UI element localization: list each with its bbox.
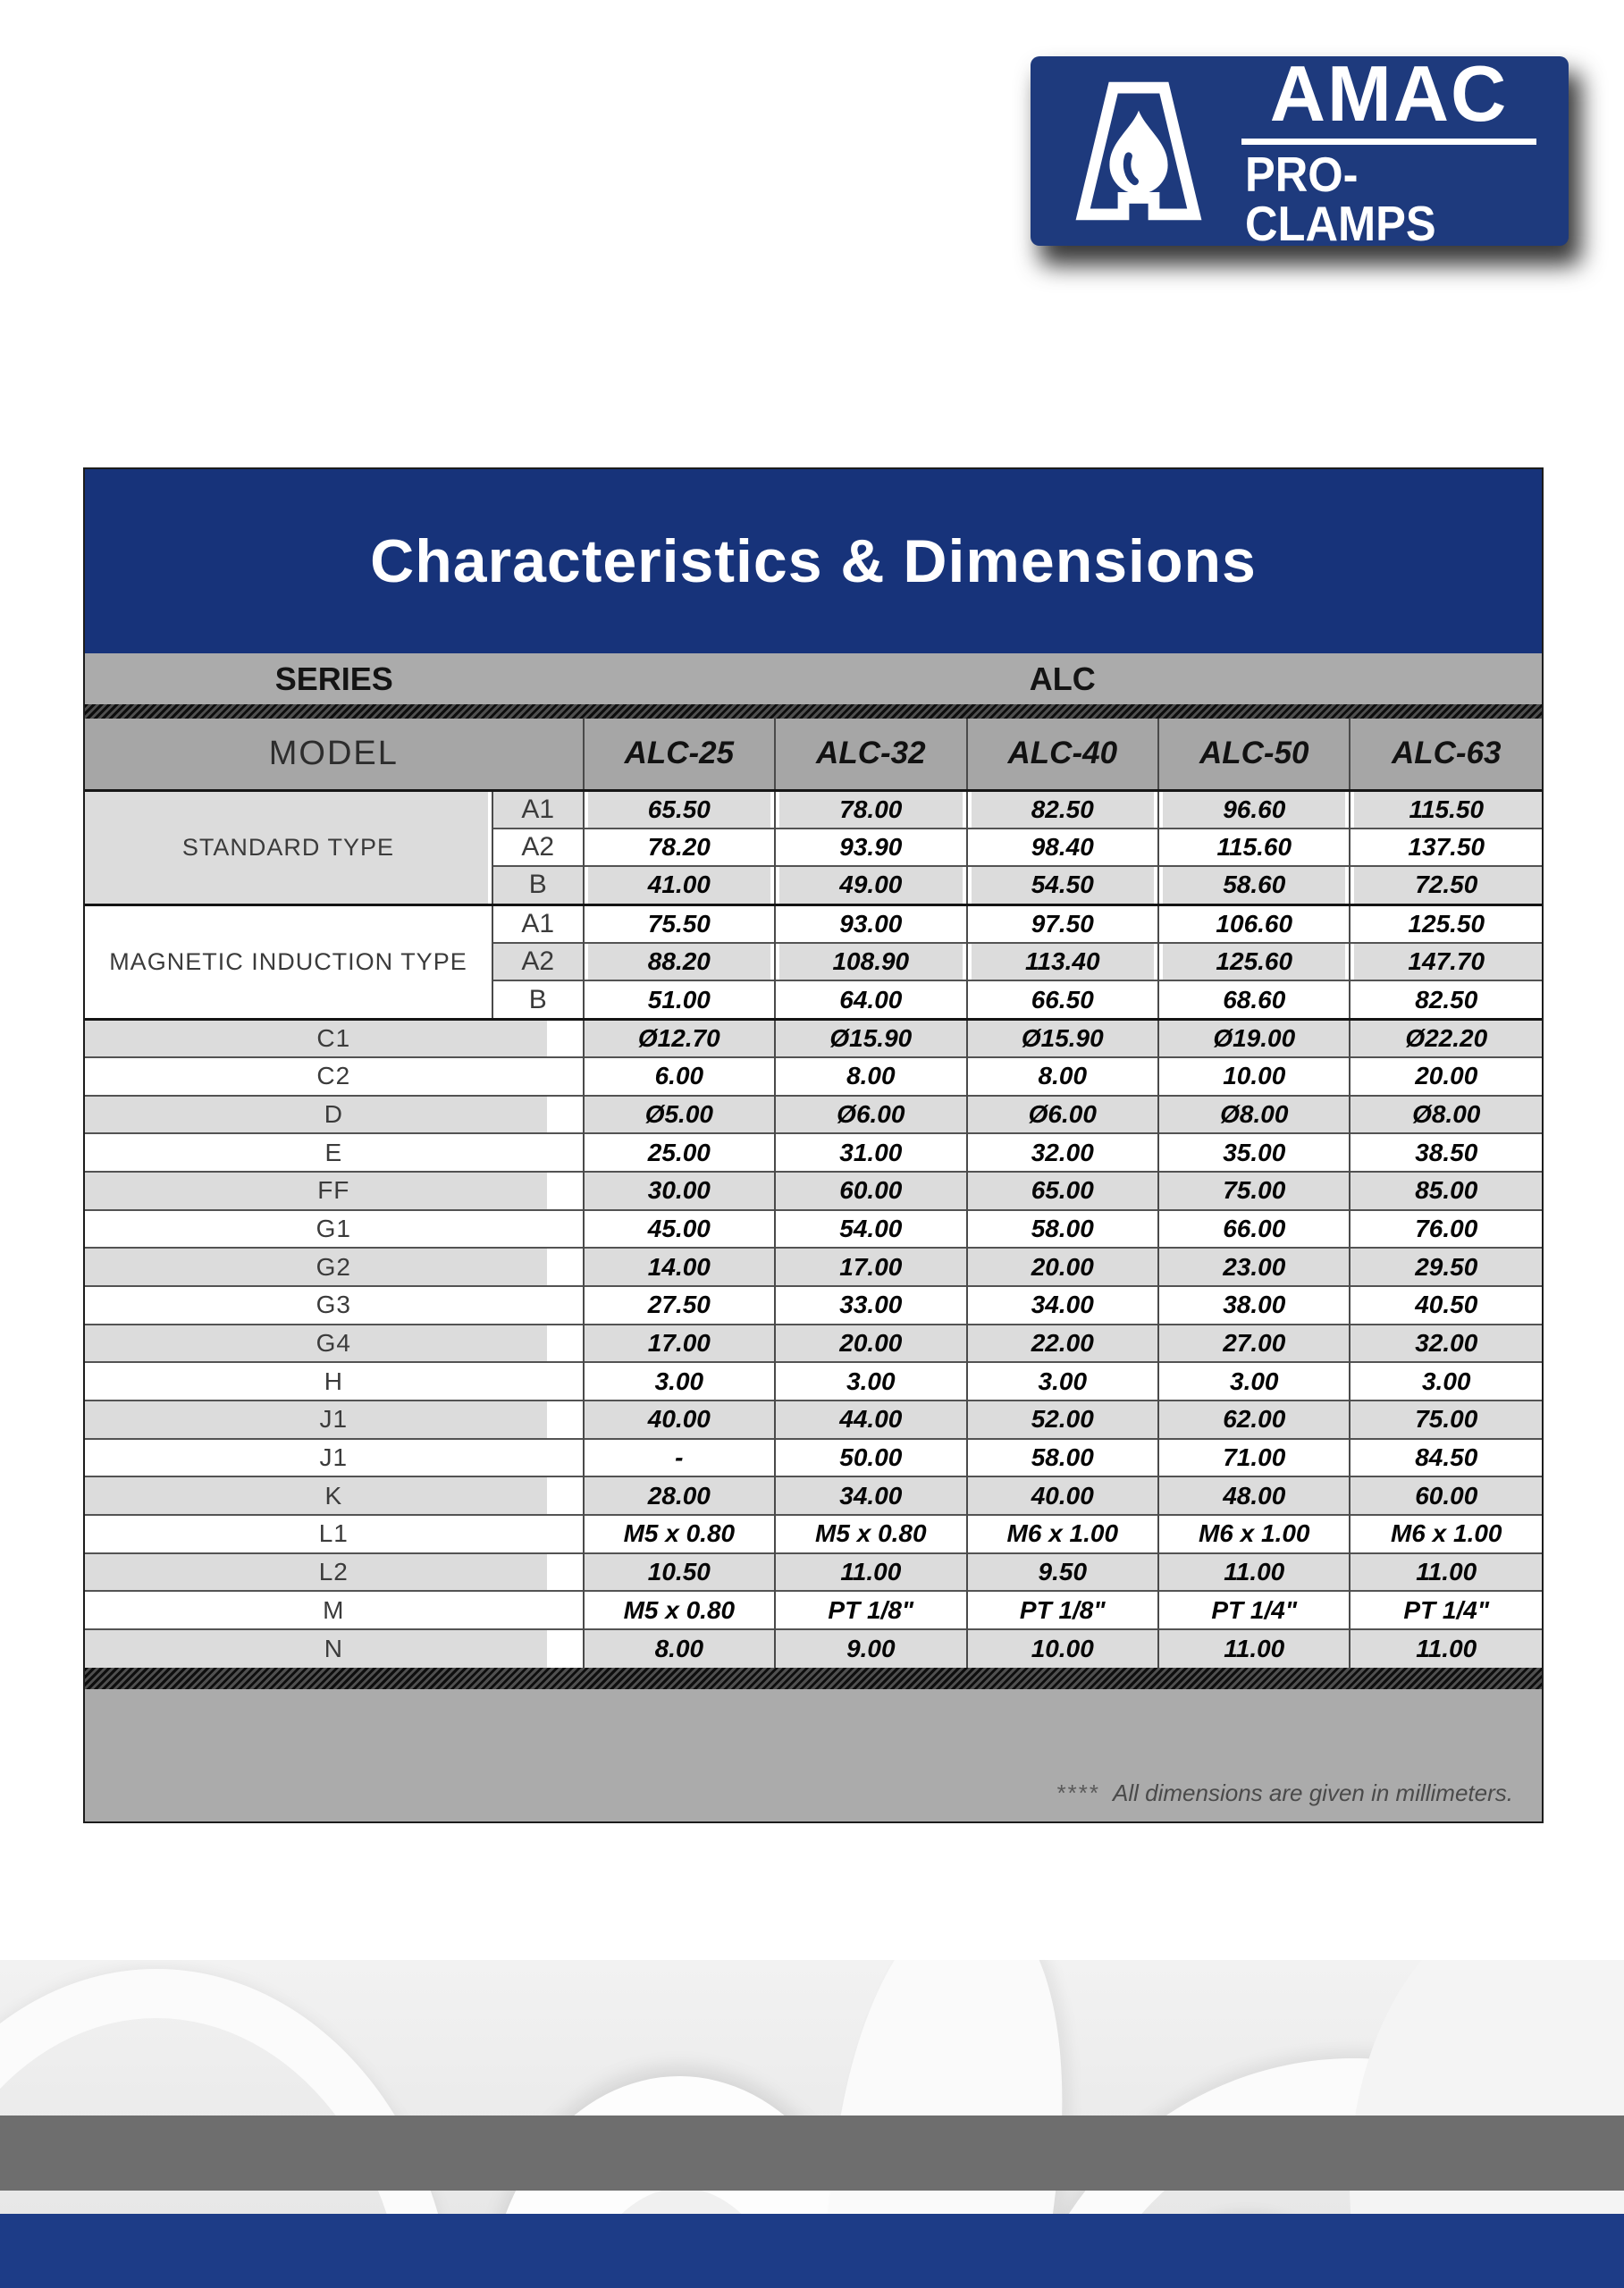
cell-value: Ø22.20: [1350, 1019, 1542, 1057]
cell-value: 93.90: [775, 829, 966, 867]
cell-value: M6 x 1.00: [1158, 1515, 1350, 1553]
table-row: [85, 1172, 1542, 1210]
table-row: [85, 1248, 1542, 1286]
model-header-row: [85, 719, 1542, 790]
bottom-decorative-pattern: [0, 1960, 1624, 2214]
series-value: ALC: [1029, 660, 1096, 697]
cell-value: 3.00: [1350, 1362, 1542, 1401]
table-row: [85, 904, 1542, 943]
cell-value: 29.50: [1350, 1248, 1542, 1286]
cell-value: Ø5.00: [584, 1096, 775, 1134]
logo-rule: [1241, 139, 1536, 145]
cell-value: 6.00: [584, 1057, 775, 1096]
hatch-divider-bottom: [85, 1668, 1542, 1689]
table-row: [85, 1591, 1542, 1629]
cell-value: 14.00: [584, 1248, 775, 1286]
cell-value: 11.00: [1350, 1629, 1542, 1668]
table-row: [85, 1325, 1542, 1363]
row-label: J1: [85, 1401, 584, 1439]
cell-value: 137.50: [1350, 829, 1542, 867]
row-label: C1: [85, 1019, 584, 1057]
row-label: G2: [85, 1248, 584, 1286]
cell-value: 54.50: [967, 866, 1158, 904]
sub-row-label: B: [492, 980, 584, 1019]
cell-value: Ø8.00: [1350, 1096, 1542, 1134]
group-label: STANDARD TYPE: [85, 790, 492, 904]
sheet-footer: [85, 1689, 1542, 1821]
cell-value: 75.00: [1350, 1401, 1542, 1439]
dark-gray-band: [0, 2116, 1624, 2191]
cell-value: -: [584, 1439, 775, 1477]
cell-value: 147.70: [1350, 943, 1542, 981]
sub-row-label: A2: [492, 943, 584, 981]
cell-value: M5 x 0.80: [584, 1515, 775, 1553]
cell-value: 11.00: [1158, 1629, 1350, 1668]
cell-value: 20.00: [1350, 1057, 1542, 1096]
cell-value: 11.00: [1158, 1553, 1350, 1592]
row-label: C2: [85, 1057, 584, 1096]
cell-value: 8.00: [967, 1057, 1158, 1096]
cell-value: 8.00: [584, 1629, 775, 1668]
cell-value: 31.00: [775, 1133, 966, 1172]
cell-value: 33.00: [775, 1286, 966, 1325]
table-row: [85, 1057, 1542, 1096]
cell-value: 84.50: [1350, 1439, 1542, 1477]
cell-value: M6 x 1.00: [967, 1515, 1158, 1553]
table-row: [85, 1133, 1542, 1172]
cell-value: 66.50: [967, 980, 1158, 1019]
cell-value: 10.00: [967, 1629, 1158, 1668]
row-label: G1: [85, 1210, 584, 1249]
model-label: MODEL: [85, 719, 584, 790]
table-row: [85, 1515, 1542, 1553]
cell-value: 28.00: [584, 1476, 775, 1515]
sub-row-label: B: [492, 866, 584, 904]
cell-value: 35.00: [1158, 1133, 1350, 1172]
cell-value: 3.00: [584, 1362, 775, 1401]
cell-value: 9.00: [775, 1629, 966, 1668]
model-header: ALC-50: [1158, 719, 1350, 790]
cell-value: 78.00: [775, 790, 966, 829]
cell-value: 51.00: [584, 980, 775, 1019]
cell-value: 71.00: [1158, 1439, 1350, 1477]
cell-value: Ø8.00: [1158, 1096, 1350, 1134]
brand-subtitle: PRO-CLAMPS: [1245, 146, 1436, 251]
cell-value: 3.00: [775, 1362, 966, 1401]
row-label: M: [85, 1591, 584, 1629]
cell-value: 85.00: [1350, 1172, 1542, 1210]
cell-value: 66.00: [1158, 1210, 1350, 1249]
sub-row-label: A1: [492, 904, 584, 943]
cell-value: 58.60: [1158, 866, 1350, 904]
brand-name: AMAC: [1269, 48, 1509, 138]
row-label: E: [85, 1133, 584, 1172]
table-row: [85, 1362, 1542, 1401]
model-header: ALC-32: [775, 719, 966, 790]
cell-value: 108.90: [775, 943, 966, 981]
table-row: [85, 1401, 1542, 1439]
row-label: L2: [85, 1553, 584, 1592]
row-label: J1: [85, 1439, 584, 1477]
cell-value: 32.00: [1350, 1325, 1542, 1363]
footnote-stars: ****: [1056, 1779, 1101, 1806]
cell-value: 10.00: [1158, 1057, 1350, 1096]
spec-sheet: [83, 467, 1544, 1823]
cell-value: 3.00: [1158, 1362, 1350, 1401]
row-label: L1: [85, 1515, 584, 1553]
cell-value: 115.60: [1158, 829, 1350, 867]
cell-value: 48.00: [1158, 1476, 1350, 1515]
cell-value: 27.00: [1158, 1325, 1350, 1363]
cell-value: 45.00: [584, 1210, 775, 1249]
cell-value: Ø12.70: [584, 1019, 775, 1057]
title-band: [85, 469, 1542, 653]
cell-value: 82.50: [1350, 980, 1542, 1019]
cell-value: 78.20: [584, 829, 775, 867]
cell-value: 30.00: [584, 1172, 775, 1210]
group-label: MAGNETIC INDUCTION TYPE: [85, 904, 492, 1019]
row-label: G3: [85, 1286, 584, 1325]
cell-value: 65.00: [967, 1172, 1158, 1210]
cell-value: PT 1/4": [1350, 1591, 1542, 1629]
dimensions-table-body: [85, 719, 1542, 1668]
cell-value: 40.00: [584, 1401, 775, 1439]
cell-value: 10.50: [584, 1553, 775, 1592]
logo-text: [1233, 48, 1545, 251]
model-header: ALC-63: [1350, 719, 1542, 790]
cell-value: 34.00: [775, 1476, 966, 1515]
cell-value: 60.00: [775, 1172, 966, 1210]
cell-value: 8.00: [775, 1057, 966, 1096]
sub-row-label: A1: [492, 790, 584, 829]
row-label: K: [85, 1476, 584, 1515]
row-label: FF: [85, 1172, 584, 1210]
cell-value: 41.00: [584, 866, 775, 904]
cell-value: PT 1/4": [1158, 1591, 1350, 1629]
table-row: [85, 1439, 1542, 1477]
cell-value: 72.50: [1350, 866, 1542, 904]
cell-value: 65.50: [584, 790, 775, 829]
cell-value: 23.00: [1158, 1248, 1350, 1286]
amac-logo: [1031, 48, 1569, 251]
cell-value: M5 x 0.80: [584, 1591, 775, 1629]
page-title: Characteristics & Dimensions: [370, 527, 1257, 595]
cell-value: 9.50: [967, 1553, 1158, 1592]
cell-value: M6 x 1.00: [1350, 1515, 1542, 1553]
hatch-divider: [85, 704, 1542, 719]
model-header: ALC-25: [584, 719, 775, 790]
cell-value: 44.00: [775, 1401, 966, 1439]
cell-value: Ø6.00: [967, 1096, 1158, 1134]
cell-value: 20.00: [967, 1248, 1158, 1286]
cell-value: PT 1/8": [775, 1591, 966, 1629]
cell-value: 3.00: [967, 1362, 1158, 1401]
cell-value: 88.20: [584, 943, 775, 981]
cell-value: 11.00: [775, 1553, 966, 1592]
cell-value: 20.00: [775, 1325, 966, 1363]
cell-value: 25.00: [584, 1133, 775, 1172]
cell-value: 115.50: [1350, 790, 1542, 829]
cell-value: 17.00: [775, 1248, 966, 1286]
cell-value: 58.00: [967, 1439, 1158, 1477]
cell-value: 125.50: [1350, 904, 1542, 943]
table-row: [85, 1476, 1542, 1515]
cell-value: 106.60: [1158, 904, 1350, 943]
model-header: ALC-40: [967, 719, 1158, 790]
cell-value: 52.00: [967, 1401, 1158, 1439]
sub-row-label: A2: [492, 829, 584, 867]
cell-value: 76.00: [1350, 1210, 1542, 1249]
cell-value: 40.50: [1350, 1286, 1542, 1325]
cell-value: 27.50: [584, 1286, 775, 1325]
cell-value: 58.00: [967, 1210, 1158, 1249]
cell-value: 50.00: [775, 1439, 966, 1477]
cell-value: 32.00: [967, 1133, 1158, 1172]
cell-value: Ø19.00: [1158, 1019, 1350, 1057]
cell-value: 75.00: [1158, 1172, 1350, 1210]
cell-value: 75.50: [584, 904, 775, 943]
a-droplet-icon: [1054, 75, 1224, 227]
row-label: H: [85, 1362, 584, 1401]
table-row: [85, 790, 1542, 829]
cell-value: 11.00: [1350, 1553, 1542, 1592]
cell-value: 49.00: [775, 866, 966, 904]
row-label: N: [85, 1629, 584, 1668]
cell-value: 22.00: [967, 1325, 1158, 1363]
dimensions-table: [85, 719, 1542, 1668]
cell-value: 64.00: [775, 980, 966, 1019]
cell-value: 38.50: [1350, 1133, 1542, 1172]
cell-value: 98.40: [967, 829, 1158, 867]
footnote-text: All dimensions are given in millimeters.: [1113, 1779, 1513, 1806]
cell-value: 60.00: [1350, 1476, 1542, 1515]
cell-value: 68.60: [1158, 980, 1350, 1019]
table-row: [85, 1629, 1542, 1668]
cell-value: PT 1/8": [967, 1591, 1158, 1629]
footnote: [1057, 1779, 1513, 1807]
cell-value: Ø6.00: [775, 1096, 966, 1134]
cell-value: 54.00: [775, 1210, 966, 1249]
cell-value: 38.00: [1158, 1286, 1350, 1325]
cell-value: Ø15.90: [967, 1019, 1158, 1057]
cell-value: 17.00: [584, 1325, 775, 1363]
row-label: G4: [85, 1325, 584, 1363]
row-label: D: [85, 1096, 584, 1134]
table-row: [85, 1286, 1542, 1325]
bottom-blue-band: [0, 2214, 1624, 2288]
cell-value: 96.60: [1158, 790, 1350, 829]
table-row: [85, 1553, 1542, 1592]
cell-value: 40.00: [967, 1476, 1158, 1515]
cell-value: 97.50: [967, 904, 1158, 943]
table-row: [85, 1096, 1542, 1134]
cell-value: 82.50: [967, 790, 1158, 829]
cell-value: 125.60: [1158, 943, 1350, 981]
cell-value: 34.00: [967, 1286, 1158, 1325]
cell-value: M5 x 0.80: [775, 1515, 966, 1553]
series-label: SERIES: [274, 660, 393, 697]
table-row: [85, 1019, 1542, 1057]
table-row: [85, 1210, 1542, 1249]
cell-value: Ø15.90: [775, 1019, 966, 1057]
cell-value: 93.00: [775, 904, 966, 943]
series-bar: [85, 653, 1542, 704]
cell-value: 113.40: [967, 943, 1158, 981]
cell-value: 62.00: [1158, 1401, 1350, 1439]
